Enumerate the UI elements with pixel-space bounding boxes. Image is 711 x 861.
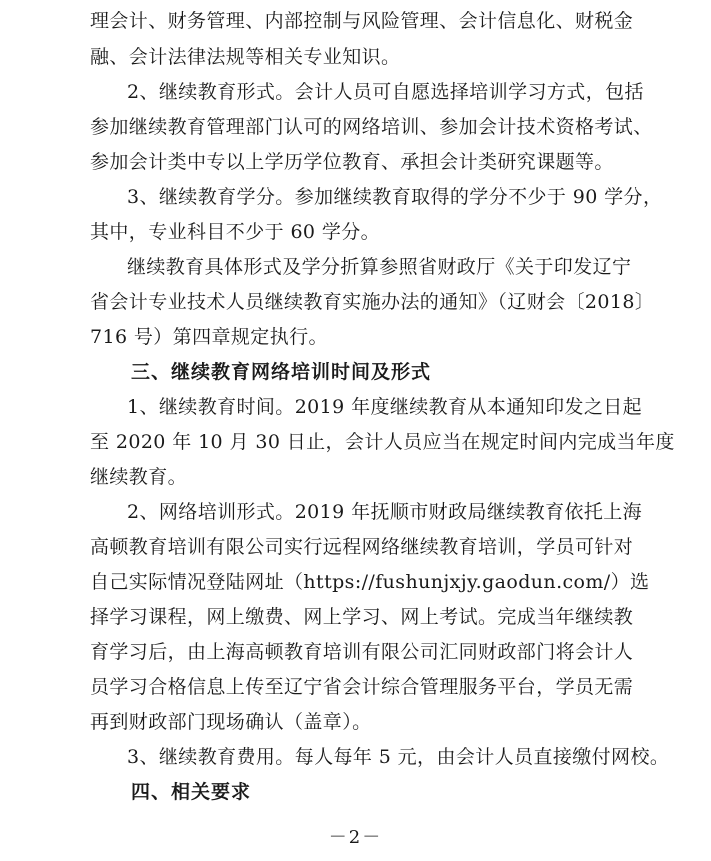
section-heading-3: 三、继续教育网络培训时间及形式: [131, 361, 432, 383]
section-heading-4: 四、相关要求: [131, 781, 252, 803]
p5-line-2: 至 2020 年 10 月 30 日止，会计人员应当在规定时间内完成当年度: [90, 431, 675, 453]
p6-line-5: 育学习后，由上海高顿教育培训有限公司汇同财政部门将会计人: [90, 641, 634, 663]
p6-line-6: 员学习合格信息上传至辽宁省会计综合管理服务平台，学员无需: [90, 676, 634, 698]
p1-line-1: 理会计、财务管理、内部控制与风险管理、会计信息化、财税金: [90, 10, 634, 32]
p3-line-2: 其中，专业科目不少于 60 学分。: [90, 221, 381, 243]
p4-line-1: 继续教育具体形式及学分折算参照省财政厅《关于印发辽宁: [127, 256, 632, 278]
page-number: －2－: [328, 827, 383, 848]
p2-line-2: 参加继续教育管理部门认可的网络培训、参加会计技术资格考试、: [90, 116, 653, 138]
p4-line-2: 省会计专业技术人员继续教育实施办法的通知》（辽财会〔2018〕: [90, 291, 655, 313]
p3-line-1: 3、继续教育学分。参加继续教育取得的学分不少于 90 学分，: [127, 186, 663, 208]
p5-line-1: 1、继续教育时间。2019 年度继续教育从本通知印发之日起: [127, 396, 643, 418]
p6-line-3: 自己实际情况登陆网址（https://fushunjxjy.gaodun.com/）选: [90, 571, 650, 593]
p1-line-2: 融、会计法律法规等相关专业知识。: [90, 46, 401, 68]
p2-line-1: 2、继续教育形式。会计人员可自愿选择培训学习方式，包括: [127, 81, 644, 103]
p7-line-1: 3、继续教育费用。每人每年 5 元，由会计人员直接缴付网校。: [127, 746, 670, 768]
p6-line-7: 再到财政部门现场确认（盖章）。: [90, 711, 372, 733]
p5-line-3: 继续教育。: [90, 466, 188, 488]
p6-line-2: 高顿教育培训有限公司实行远程网络继续教育培训，学员可针对: [90, 536, 634, 558]
p4-line-3: 716 号）第四章规定执行。: [90, 326, 328, 348]
p6-line-1: 2、网络培训形式。2019 年抚顺市财政局继续教育依托上海: [127, 501, 643, 523]
p2-line-3: 参加会计类中专以上学历学位教育、承担会计类研究课题等。: [90, 151, 614, 173]
p6-line-4: 择学习课程，网上缴费、网上学习、网上考试。完成当年继续教: [90, 606, 634, 628]
